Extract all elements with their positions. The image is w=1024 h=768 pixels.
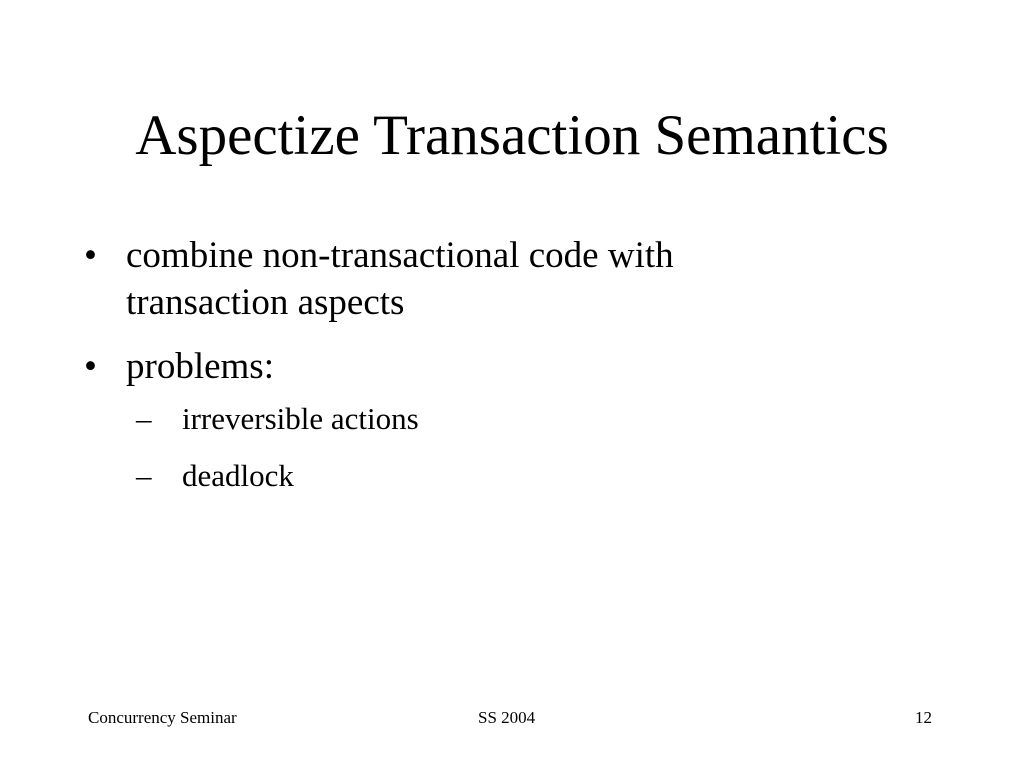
sub-bullet-marker: – [136,458,152,493]
sub-bullet-text: irreversible actions [182,401,419,436]
sub-bullet-text: deadlock [182,458,294,493]
footer-course-name: Concurrency Seminar [88,708,237,727]
sub-bullet-item-deadlock [136,456,944,496]
bullet-text: problems: [126,346,274,387]
bullet-item-problems [84,343,944,496]
bullet-item-combine [84,232,944,326]
sub-bullet-list [126,399,944,496]
slide-title: Aspectize Transaction Semantics [135,104,889,167]
sub-bullet-marker: – [136,401,152,436]
sub-bullet-item-irreversible [136,399,944,439]
footer-page-number: 12 [915,708,932,727]
bullet-list [84,232,944,513]
bullet-marker: • [84,235,97,276]
footer-semester: SS 2004 [478,708,536,727]
bullet-text-line-1: combine non-transactional code with [126,235,674,276]
bullet-marker: • [84,346,97,387]
bullet-text-line-2: transaction aspects [126,282,405,323]
